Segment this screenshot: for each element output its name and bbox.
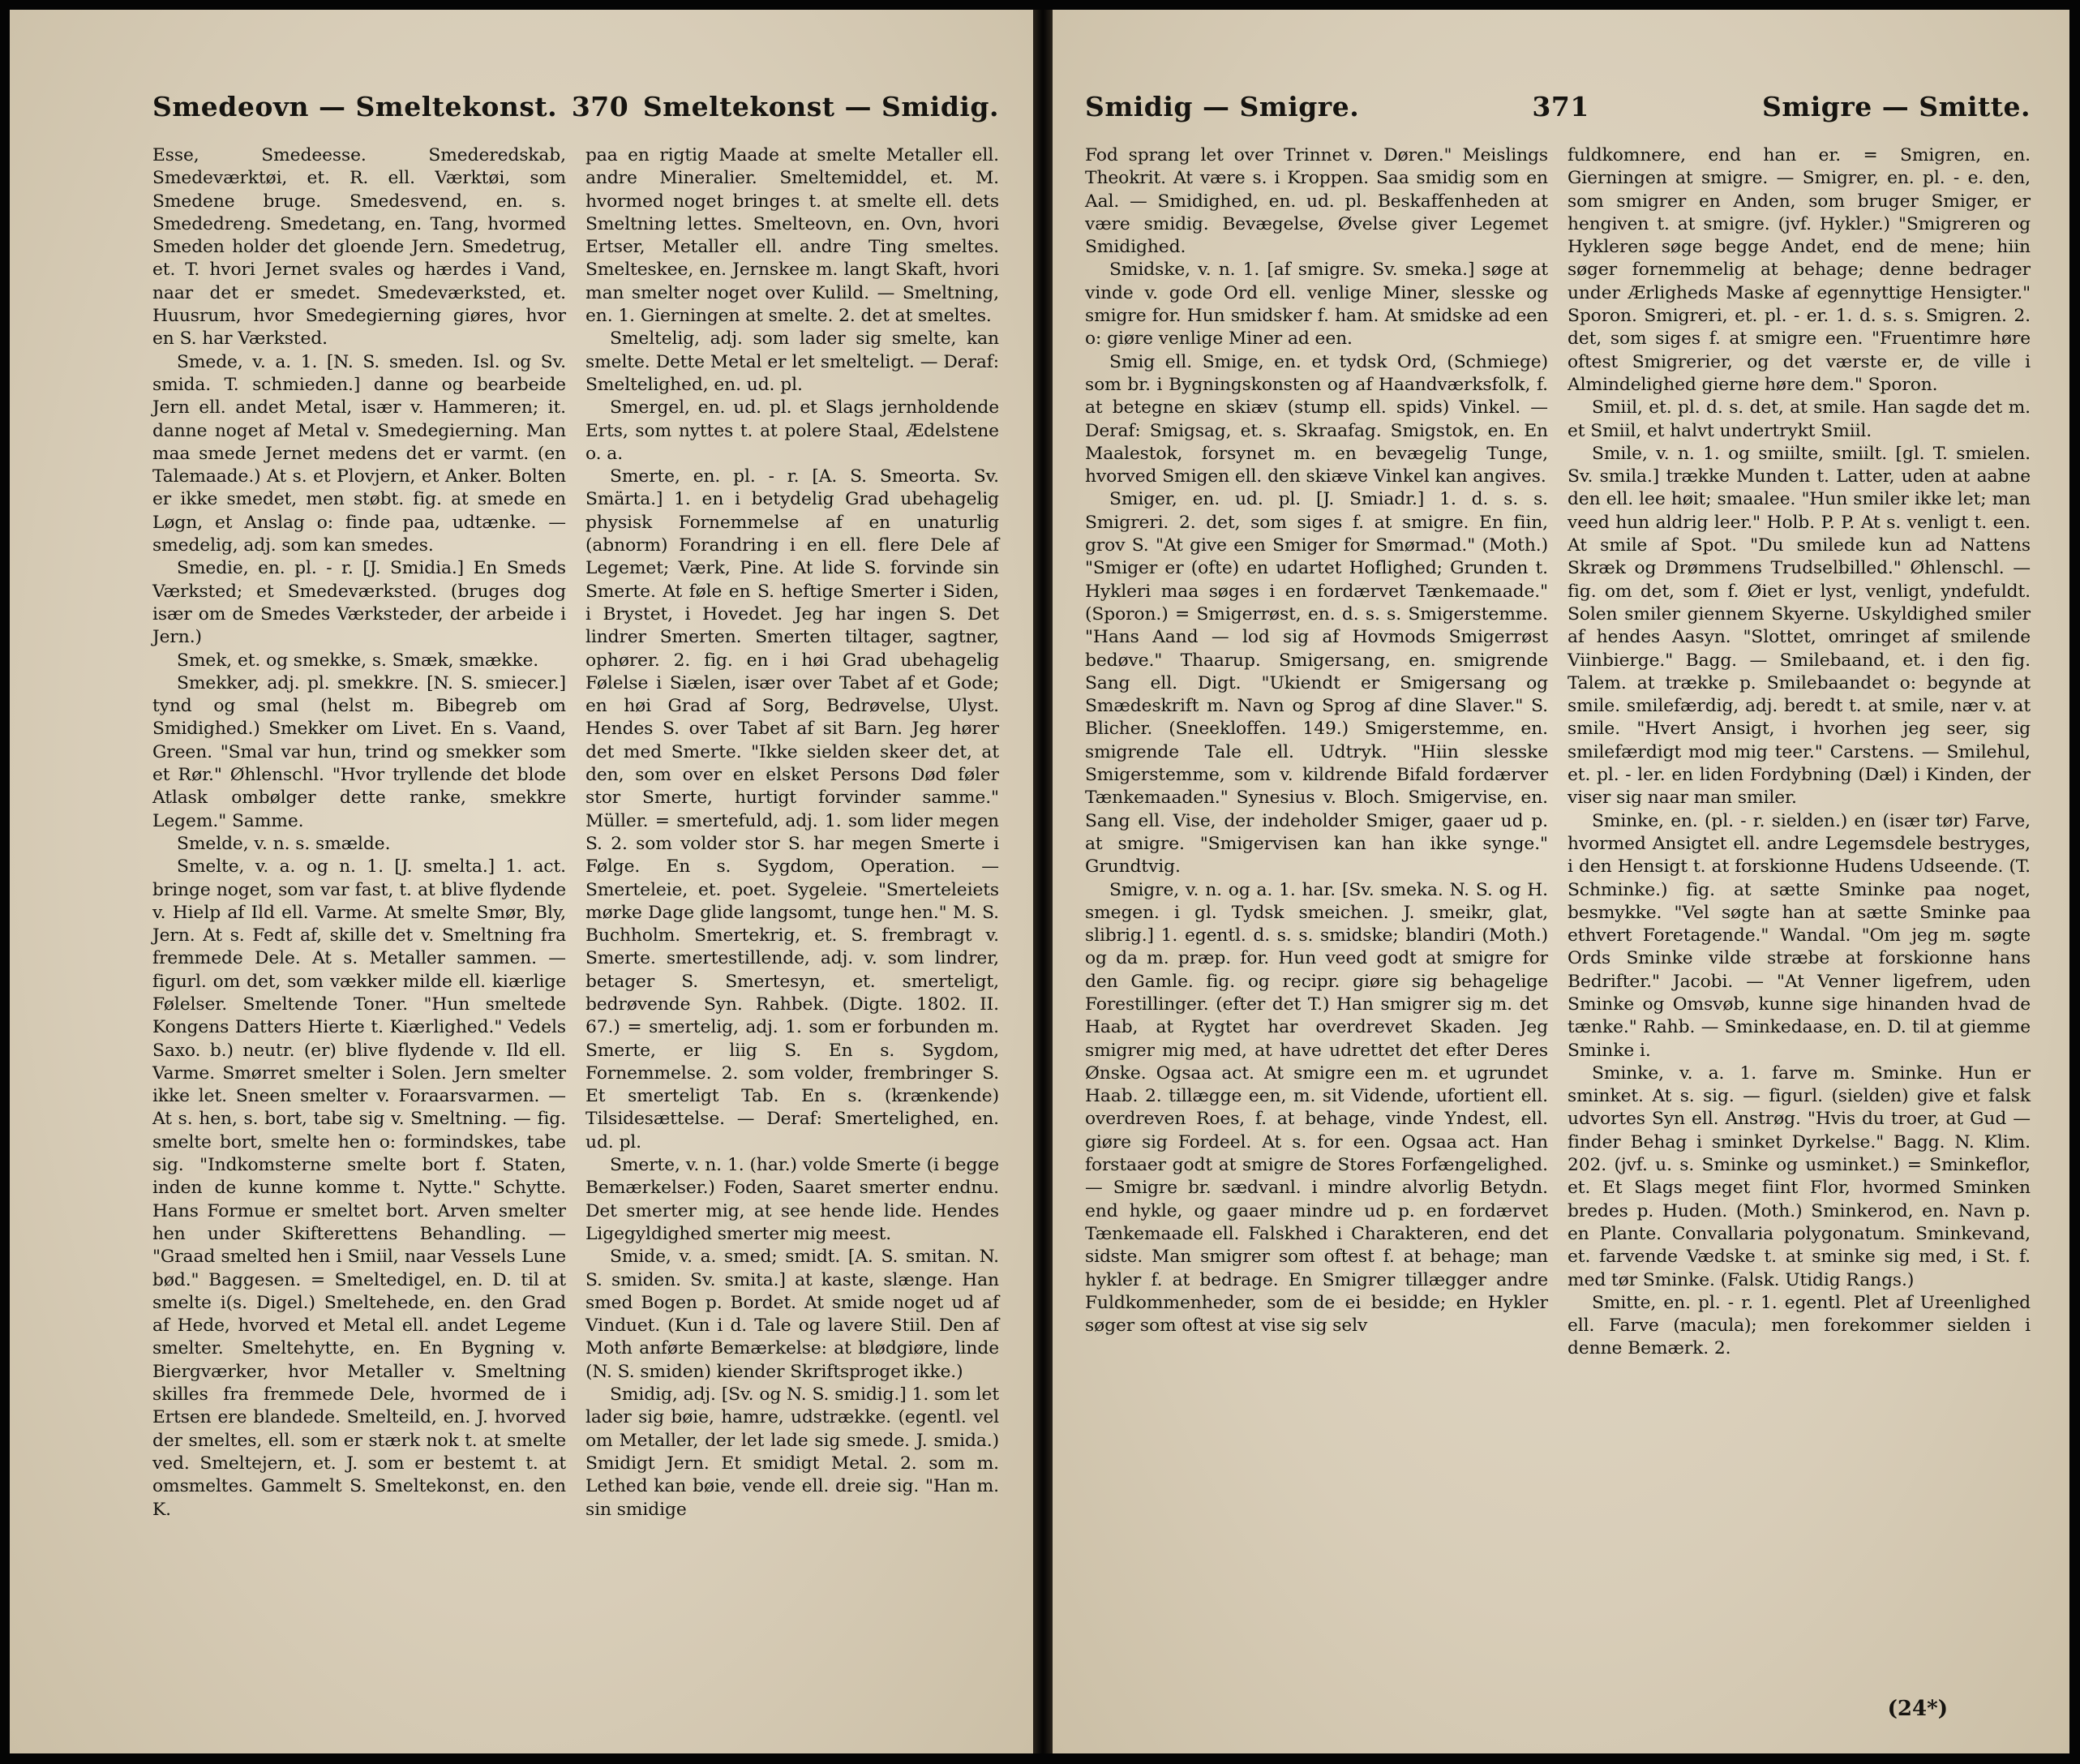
left-page-number: 370 <box>571 91 629 122</box>
paragraph: Smerte, v. n. 1. (har.) volde Smerte (i begge Bemærkelser.) Foden, Saaret smerter endnu. Det smerter mig, at see hende lide. Hendes Ligegyldighed smerter mig meest. <box>585 1155 999 1244</box>
paragraph: Esse, Smedeesse. Smederedskab, Smedeværktøi, et. R. ell. Værktøi, som Smedene bruge. Smedesvend, en. s. Smededreng. Smedetang, en. Tang, hvormed Smeden holder det gloende Jern. Smedetrug, et. T. hvori Jernet svales og hærdes i Vand, naar det er smedet. Smedeværksted, et. Huusrum, hvor Smedegierning giøres, hvor en S. har Værksted. <box>152 145 566 350</box>
right-column-1 <box>1085 144 1548 1361</box>
paragraph: Smiil, et. pl. d. s. det, at smile. Han sagde det m. et Smiil, et halvt undertrykt Smiil. <box>1568 397 2031 441</box>
left-column-2 <box>585 144 999 1522</box>
paragraph: Smeltelig, adj. som lader sig smelte, kan smelte. Dette Metal er let smelteligt. — Deraf: Smeltelighed, en. ud. pl. <box>585 328 999 395</box>
right-column-2 <box>1568 144 2031 1361</box>
paragraph: Smergel, en. ud. pl. et Slags jernholdende Erts, som nyttes t. at polere Staal, Ædelstene o. a. <box>585 397 999 464</box>
paragraph: Smek, et. og smekke, s. Smæk, smække. <box>177 650 539 671</box>
left-column-1 <box>152 144 566 1522</box>
right-header-end: Smigre — Smitte. <box>1762 91 2031 122</box>
paragraph: fuldkomnere, end han er. = Smigren, en. Gierningen at smigre. — Smigrer, en. pl. - e. den, som smigrer en Anden, som bruger Smiger, er hengiven t. at smigre. (jvf. Hykler.) "Smigreren og Hykleren søge begge Andet, end de mene; hiin søger fornemmelig at behage; denne bedrager under Ærligheds Maske af egennyttige Hensigter." Sporon. Smigreri, et. pl. - er. 1. d. s. s. Smigren. 2. det, som siges f. at smigre een. "Fruentimre høre oftest Smigrerier, og det værste er, de ville i Almindelighed gierne høre dem." Sporon. <box>1568 145 2031 395</box>
book-gutter <box>1033 10 1053 1753</box>
right-header-start: Smidig — Smigre. <box>1085 91 1360 122</box>
paragraph: paa en rigtig Maade at smelte Metaller ell. andre Mineralier. Smeltemiddel, et. M. hvormed noget bringes t. at smelte ell. dets Smeltning lettes. Smelteovn, en. Ovn, hvori Ertser, Metaller ell. andre Ting smeltes. Smelteskee, en. Jernskee m. langt Skaft, hvori man smelter noget over Kulild. — Smeltning, en. 1. Gierningen at smelte. 2. det at smeltes. <box>585 145 999 327</box>
paragraph: Smerte, en. pl. - r. [A. S. Smeorta. Sv. Smärta.] 1. en i betydelig Grad ubehagelig physisk Fornemmelse af en unaturlig (abnorm) Forandring i en ell. flere Dele af Legemet; Værk, Pine. At lide S. forvinde sin Smerte. At føle en S. heftige Smerter i Siden, i Brystet, i Hovedet. Jeg har ingen S. Det lindrer Smerten. Smerten tiltager, sagtner, ophører. 2. fig. en i høi Grad ubehagelig Følelse i Siælen, især over Tabet af et Gode; en høi Grad af Sorg, Bedrøvelse, Ulyst. Hendes S. over Tabet af sit Barn. Jeg hører det med Smerte. "Ikke sielden skeer det, at den, som over en elsket Persons Død føler stor Smerte, hurtigt forvinder samme." Müller. = smertefuld, adj. 1. som lider megen S. 2. som volder stor S. har megen Smerte i Følge. En s. Sygdom, Operation. — Smerteleie, et. poet. Sygeleie. "Smerteleiets mørke Dage glide langsomt, tunge hen." M. S. Buchholm. Smertekrig, et. S. frembragt v. Smerte. smertestillende, adj. v. som lindrer, betager S. Smertesyn, et. smerteligt, bedrøvende Syn. Rahbek. (Digte. 1802. II. 67.) = smertelig, adj. 1. som er forbunden m. Smerte, er liig S. En s. Sygdom, Fornemmelse. 2. som volder, frembringer S. Et smerteligt Tab. En s. (krænkende) Tilsidesættelse. — Deraf: Smertelighed, en. ud. pl. <box>585 466 999 1152</box>
right-page-columns <box>1085 144 2031 1361</box>
paragraph: Sminke, en. (pl. - r. sielden.) en (især tør) Farve, hvormed Ansigtet ell. andre Legemsdele bestryges, i den Hensigt t. at forskionne Hudens Udseende. (T. Schminke.) fig. at sætte Sminke paa noget, besmykke. "Vel søgte han at sætte Sminke paa ethvert Foretagende." Wandal. "Om jeg m. søgte Ords Sminke vilde stræbe at forskionne hans Bedrifter." Jacobi. — "At Venner ligefrem, uden Sminke og Omsvøb, kunne sige hinanden hvad de tænke." Rahb. — Sminkedaase, en. D. til at giemme Sminke i. <box>1568 810 2031 1061</box>
paragraph: Smelte, v. a. og n. 1. [J. smelta.] 1. act. bringe noget, som var fast, t. at blive flydende v. Hielp af Ild ell. Varme. At smelte Smør, Bly, Jern. At s. Fedt af, skille det v. Smeltning fra fremmede Dele. At s. Metaller sammen. — figurl. om det, som vækker milde ell. kiærlige Følelser. Smeltende Toner. "Hun smeltede Kongens Datters Hierte t. Kiærlighed." Vedels Saxo. b.) neutr. (er) blive flydende v. Ild ell. Varme. Smørret smelter i Solen. Jern smelter ikke let. Sneen smelter v. Foraarsvarmen. — At s. hen, s. bort, tabe sig v. Smeltning. — fig. smelte bort, smelte hen o: formindskes, tabe sig. "Indkomsterne smelte bort f. Staten, inden de kunne komme t. Nytte." Schytte. Hans Formue er smeltet bort. Arven smelter hen under Skifterettens Behandling. — "Graad smelted hen i Smiil, naar Vessels Lune bød." Baggesen. = Smeltedigel, en. D. til at smelte i(s. Digel.) Smeltehede, en. den Grad af Hede, hvorved et Metal ell. andet Legeme smelter. Smeltehytte, en. En Bygning v. Biergværker, hvor Metaller v. Smeltning skilles fra fremmede Dele, hvormed de i Ertsen ere blandede. Smelteild, en. J. hvorved der smeltes, ell. som er stærk nok t. at smelte ved. Smeltejern, et. J. som er bestemt t. at omsmeltes. Gammelt S. Smeltekonst, en. den K. <box>152 856 566 1520</box>
paragraph: Smede, v. a. 1. [N. S. smeden. Isl. og Sv. smida. T. schmieden.] danne og bearbeide Jern ell. andet Metal, især v. Hammeren; it. danne noget af Metal v. Smedegierning. Man maa smede Jernet medens det er varmt. (en Talemaade.) At s. et Plovjern, et Anker. Bolten er ikke smedet, men støbt. fig. at smede en Løgn, et Anslag o: finde paa, udtænke. — smedelig, adj. som kan smedes. <box>152 351 566 556</box>
paragraph: Smiger, en. ud. pl. [J. Smiadr.] 1. d. s. s. Smigreri. 2. det, som siges f. at smigre. En fiin, grov S. "At give een Smiger for Smørmad." (Moth.) "Smiger er (ofte) en udartet Hoflighed; Grunden t. Hykleri maa søges i en fordærvet Tænkemaade." (Sporon.) = Smigerrøst, en. d. s. s. Smigerstemme. "Hans Aand — lod sig af Hovmods Smigerrøst bedøve." Thaarup. Smigersang, en. smigrende Sang ell. Digt. "Ukiendt er Smigersang og Smædeskrift m. Navn og Sprog af dine Slaver." S. Blicher. (Sneekloffen. 149.) Smigerstemme, en. smigrende Tale ell. Udtryk. "Hiin slesske Smigerstemme, som v. kildrende Bifald fordærver Tænkemaaden." Synesius v. Bloch. Smigervise, en. Sang ell. Vise, der indeholder Smiger, gaaer ud p. at smigre. "Smigervisen kan han ikke synge." Grundtvig. <box>1085 489 1548 878</box>
left-page-header <box>152 91 999 136</box>
paragraph: Smekker, adj. pl. smekkre. [N. S. smiecer.] tynd og smal (helst m. Bibegreb om Smidighed.) Smekker om Livet. En s. Vaand, Green. "Smal var hun, trind og smekker som et Rør." Øhlenschl. "Hvor tryllende det blode Atlask ombølger dette ranke, smekkre Legem." Samme. <box>152 672 566 831</box>
left-page <box>10 10 1033 1753</box>
paragraph: Smedie, en. pl. - r. [J. Smidia.] En Smeds Værksted; et Smedeværksted. (bruges dog især om de Smedes Værksteder, der arbeide i Jern.) <box>152 558 566 648</box>
paragraph: Smitte, en. pl. - r. 1. egentl. Plet af Ureenlighed ell. Farve (macula); men forekommer sielden i denne Bemærk. 2. <box>1568 1292 2031 1359</box>
right-page-number: 371 <box>1532 91 1589 122</box>
left-page-columns <box>152 144 999 1522</box>
paragraph: Smidske, v. n. 1. [af smigre. Sv. smeka.] søge at vinde v. gode Ord ell. venlige Miner, slesske og smigre for. Hun smidsker f. ham. At smidske ad een o: giøre venlige Miner ad een. <box>1085 260 1548 350</box>
paragraph: Smile, v. n. 1. og smiilte, smiilt. [gl. T. smielen. Sv. smila.] trække Munden t. Latter, uden at aabne den ell. lee høit; smaalee. "Hun smiler ikke let; man veed hun aldrig leer." Holb. P. P. At s. venligt t. een. At smile af Spot. "Du smilede kun ad Nattens Skræk og Drømmens Trudselbilled." Øhlenschl. — fig. om det, som f. Øiet er lyst, venligt, yndefuldt. Solen smiler giennem Skyerne. Uskyldighed smiler af hendes Aasyn. "Slottet, omringet af smilende Viinbierge." Bagg. — Smilebaand, et. i den fig. Talem. at trække p. Smilebaandet o: begynde at smile. smilefærdig, adj. beredt t. at smile, nær v. at smile. "Hvert Ansigt, i hvorhen jeg seer, sig smilefærdigt mod mig teer." Carstens. — Smilehul, et. pl. - ler. en liden Fordybning (Dæl) i Kinden, der viser sig naar man smiler. <box>1568 443 2031 809</box>
right-page <box>1053 10 2069 1753</box>
paragraph: Smidig, adj. [Sv. og N. S. smidig.] 1. som let lader sig bøie, hamre, udstrække. (egentl. vel om Metaller, der let lade sig smede. J. smida.) Smidigt Jern. Et smidigt Metal. 2. som m. Lethed kan bøie, vende ell. dreie sig. "Han m. sin smidige <box>585 1384 999 1520</box>
paragraph: Smig ell. Smige, en. et tydsk Ord, (Schmiege) som br. i Bygningskonsten og af Haandværksfolk, f. at betegne en skiæv (stump ell. spids) Vinkel. — Deraf: Smigsag, et. s. Skraafag. Smigstok, en. En Maalestok, forsynet m. en bevægelig Tunge, hvorved Smigen ell. den skiæve Vinkel kan angives. <box>1085 351 1548 487</box>
paragraph: Sminke, v. a. 1. farve m. Sminke. Hun er sminket. At s. sig. — figurl. (sielden) give et falsk udvortes Syn ell. Anstrøg. "Hvis du troer, at Gud — finder Behag i sminket Dyrkelse." Bagg. N. Klim. 202. (jvf. u. s. Sminke og usminket.) = Sminkeflor, et. Et Slags meget fiint Flor, hvormed Sminken bredes p. Huden. (Moth.) Sminkerod, en. Navn p. en Plante. Convallaria polygonatum. Sminkevand, et. farvende Vædske t. at sminke sig med, i St. f. med tør Sminke. (Falsk. Utidig Rangs.) <box>1568 1062 2031 1290</box>
right-page-header <box>1085 91 2031 136</box>
signature-mark: (24*) <box>1887 1697 1948 1721</box>
paragraph: Smide, v. a. smed; smidt. [A. S. smitan. N. S. smiden. Sv. smita.] at kaste, slænge. Han smed Bogen p. Bordet. At smide noget ud af Vinduet. (Kun i d. Tale og lavere Stiil. Den af Moth anførte Bemærkelse: at blødgiøre, linde (N. S. smiden) kiender Skriftsproget ikke.) <box>585 1247 999 1382</box>
left-header-end: Smeltekonst — Smidig. <box>642 91 999 122</box>
paragraph: Smelde, v. n. s. smælde. <box>177 833 391 854</box>
paragraph: Smigre, v. n. og a. 1. har. [Sv. smeka. N. S. og H. smegen. i gl. Tydsk smeichen. J. smeikr, glat, slibrig.] 1. egentl. d. s. s. smidske; blandiri (Moth.) og da m. præp. for. Hun veed godt at smigre for den Gamle. fig. og recipr. giøre sig behagelige Forestillinger. (efter det T.) Han smigrer sig m. det Haab, at Rygtet har overdrevet Skaden. Jeg smigrer mig med, at have udrettet det efter Deres Ønske. Ogsaa act. At smigre een m. et ugrundet Haab. 2. tillægge een, m. sit Vidende, ufortient ell. overdreven Roes, f. at behage, vinde Yndest, ell. giøre sig Fordeel. At s. for een. Ogsaa act. Han forstaaer godt at smigre de Stores Forfængelighed. — Smigre br. sædvanl. i mindre alvorlig Betydn. end hykle, og gaaer mindre ud p. en fordærvet Tænkemaade ell. Falskhed i Charakteren, end det sidste. Man smigrer som oftest f. at behage; man hykler f. at bedrage. En Smigrer tillægger andre Fuldkommenheder, som de ei besidde; en Hykler søger som oftest at vise sig selv <box>1085 879 1548 1337</box>
left-header-start: Smedeovn — Smeltekonst. <box>152 91 558 122</box>
paragraph: Fod sprang let over Trinnet v. Døren." Meislings Theokrit. At være s. i Kroppen. Saa smidig som en Aal. — Smidighed, en. ud. pl. Beskaffenheden at være smidig. Bevægelse, Øvelse giver Legemet Smidighed. <box>1085 145 1548 258</box>
